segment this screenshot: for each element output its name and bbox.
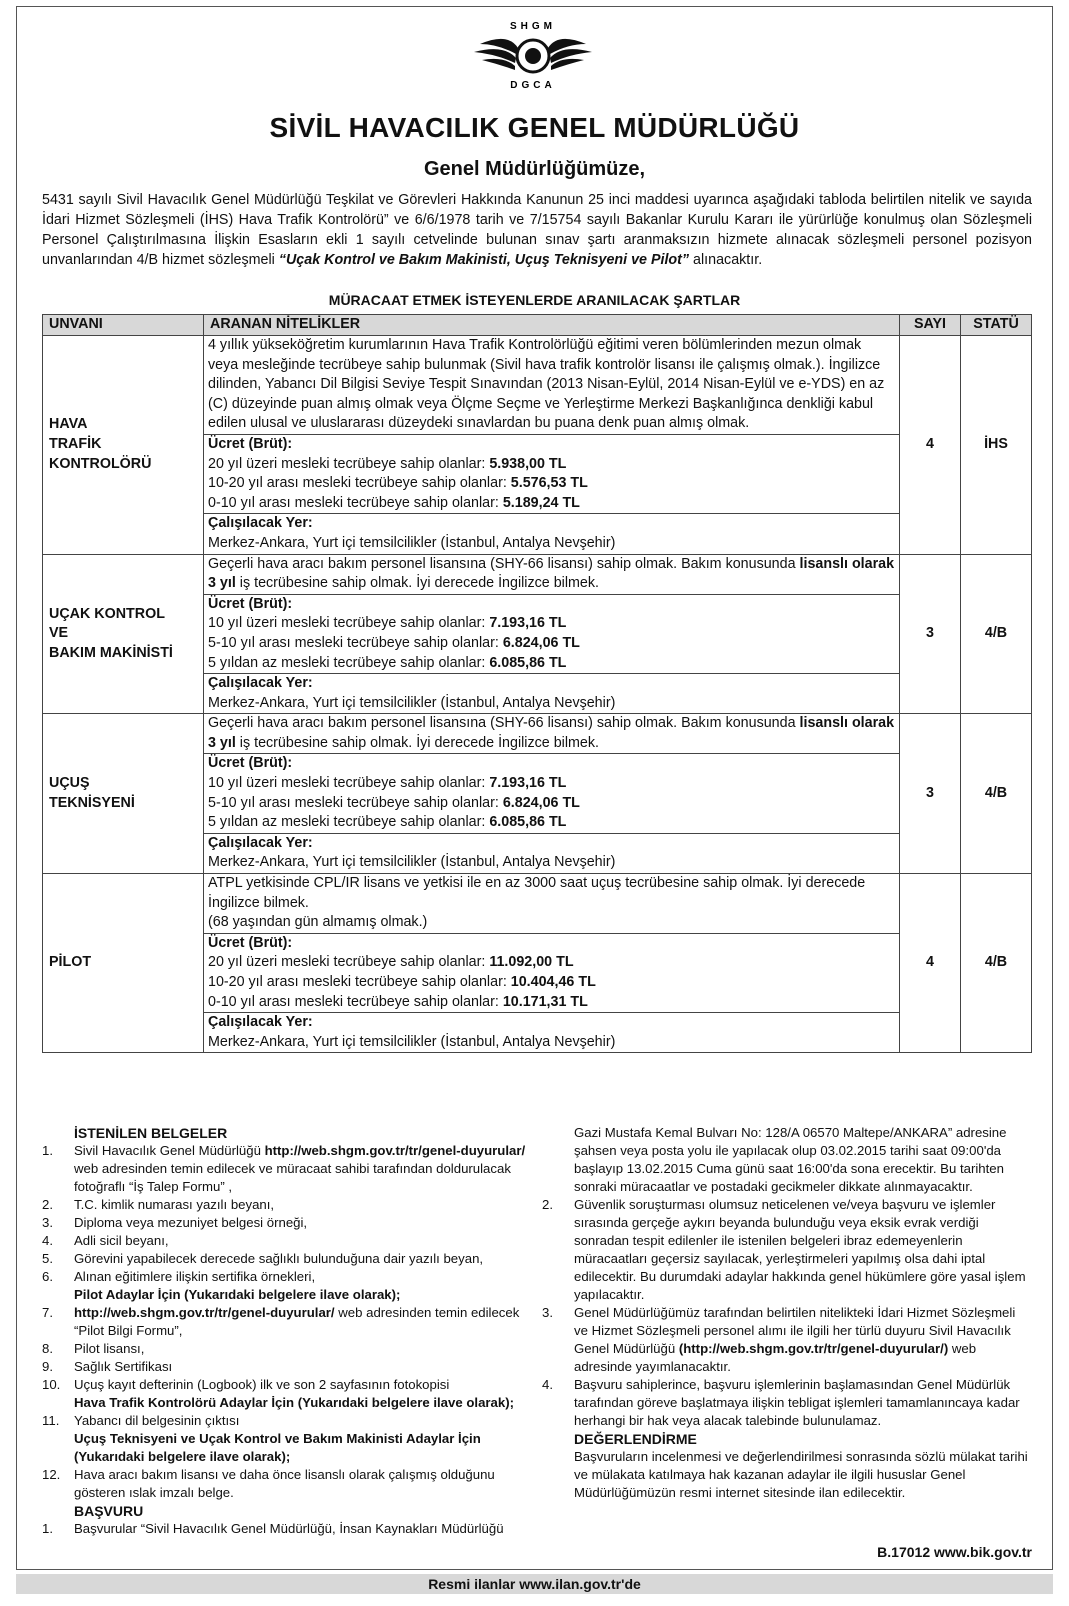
header-position: UNVANI: [43, 315, 204, 336]
location-text: Merkez-Ankara, Yurt içi temsilcilikler (İstanbul, Antalya Nevşehir): [208, 694, 616, 711]
location-label: Çalışılacak Yer:: [208, 834, 313, 851]
documents-title: İSTENİLEN BELGELER: [74, 1125, 228, 1141]
wage-line: 10-20 yıl arası mesleki tecrübeye sahip olanlar: 5.576,53 TL: [208, 475, 588, 492]
list-item: 3. Genel Müdürlüğümüz tarafından belirtilen nitelikteki İdari Hizmet Sözleşmeli ve Hizmet Sözleşmeli personel alımı ile ilgili her türlü duyuru Sivil Havacılık Genel Müdürlüğü (http://web.shgm.gov.tr/tr/genel-duyurular/) web adresinde yayımlanacaktır.: [542, 1305, 1016, 1374]
requirements-title: MÜRACAAT ETMEK İSTEYENLERDE ARANILACAK ŞARTLAR: [328, 292, 741, 308]
position-status: İHS: [961, 336, 1032, 555]
position-count: 3: [900, 554, 961, 714]
qualification-text: ATPL yetkisinde CPL/IR lisans ve yetkisi ile en az 3000 saat uçuş tecrübesine sahip olmak. İyi derecede İngilizce bilmek. (68 yaşından gün almamış olmak.): [208, 875, 866, 931]
position-status: 4/B: [961, 554, 1032, 714]
qualifications-cell: [204, 874, 900, 1053]
qualifications-cell: [204, 336, 900, 555]
position-title: PİLOT: [43, 874, 204, 1053]
list-item: 6. Alınan eğitimlere ilişkin sertifika örnekleri,: [42, 1269, 316, 1284]
list-item: 1. Sivil Havacılık Genel Müdürlüğü http://web.shgm.gov.tr/tr/genel-duyurular/ web adresinden temin edilecek ve müracaat sahibi tarafından doldurulacak fotoğraflı “İş Talep Formu” ,: [42, 1143, 526, 1194]
list-item: 8. Pilot lisansı,: [42, 1341, 145, 1356]
left-column: [42, 1124, 532, 1538]
evaluation-text: Başvuruların incelenmesi ve değerlendirilmesi sonrasında sözlü mülakat tarihi ve mülakata katılmaya hak kazanan adaylar ile ilgili hususlar Genel Müdürlüğümüzün resmi internet sitesinde ilan edilecektir.: [574, 1449, 1028, 1500]
list-item: 10. Uçuş kayıt defterinin (Logbook) ilk ve son 2 sayfasının fotokopisi: [42, 1377, 450, 1392]
position-count: 3: [900, 714, 961, 874]
application-item1-continued: Gazi Mustafa Kemal Bulvarı No: 128/A 06570 Maltepe/ANKARA” adresine şahsen veya posta yolu ile yapılacak olup 03.02.2015 tarihi saat 09:00'da başlayıp 13.02.2015 Cuma günü saat 16:00'da sona erecektir. Bu tarihten sonraki müracaatlar ve postadaki gecikmeler dikkate alınmayacaktır.: [574, 1125, 1007, 1194]
list-item: 5. Görevini yapabilecek derecede sağlıklı bulunduğuna dair yazılı beyan,: [42, 1251, 484, 1266]
wage-label: Ücret (Brüt):: [208, 435, 293, 452]
wage-block: [204, 933, 899, 1012]
wage-label: Ücret (Brüt):: [208, 755, 293, 772]
evaluation-title: DEĞERLENDİRME: [574, 1431, 697, 1447]
intro-suffix: alınacaktır.: [689, 252, 763, 268]
location-label: Çalışılacak Yer:: [208, 515, 313, 532]
location-label: Çalışılacak Yer:: [208, 675, 313, 692]
pilot-heading: Pilot Adaylar İçin (Yukarıdaki belgelere ilave olarak);: [74, 1287, 401, 1302]
position-status: 4/B: [961, 714, 1032, 874]
location-block: [204, 673, 899, 713]
list-item: 12. Hava aracı bakım lisansı ve daha önce lisanslı olarak çalışmış olduğunu gösteren ıslak imzalı belge.: [42, 1467, 495, 1500]
wage-line: 10 yıl üzeri mesleki tecrübeye sahip olanlar: 7.193,16 TL: [208, 775, 567, 792]
wage-block: [204, 594, 899, 673]
wage-line: 5 yıldan az mesleki tecrübeye sahip olanlar: 6.085,86 TL: [208, 814, 567, 831]
intro-positions: “Uçak Kontrol ve Bakım Makinisti, Uçuş Teknisyeni ve Pilot”: [278, 252, 690, 268]
winged-emblem-icon: [468, 14, 598, 94]
list-item: 11. Yabancı dil belgesinin çıktısı: [42, 1413, 240, 1428]
table-row: [43, 714, 1032, 874]
wage-line: 0-10 yıl arası mesleki tecrübeye sahip olanlar: 5.189,24 TL: [208, 494, 580, 511]
wage-label: Ücret (Brüt):: [208, 595, 293, 612]
position-title: UÇAK KONTROL VE BAKIM MAKİNİSTİ: [43, 554, 204, 714]
atc-heading: Hava Trafik Kontrolörü Adaylar İçin (Yukarıdaki belgelere ilave olarak);: [74, 1395, 514, 1410]
list-item: 4. Başvuru sahiplerince, başvuru işlemlerinin başlamasından Genel Müdürlük tarafından göreve başlatmaya ilişkin tebligat işlemleri tamamlanıncaya kadar herhangi bir hak veya alacak talebinde bulunulamaz.: [542, 1377, 1020, 1428]
location-text: Merkez-Ankara, Yurt içi temsilcilikler (İstanbul, Antalya Nevşehir): [208, 854, 616, 871]
qualifications-cell: [204, 554, 900, 714]
location-text: Merkez-Ankara, Yurt içi temsilcilikler (İstanbul, Antalya Nevşehir): [208, 534, 616, 551]
header-count: SAYI: [900, 315, 961, 336]
header-qualifications: ARANAN NİTELİKLER: [204, 315, 900, 336]
wage-line: 20 yıl üzeri mesleki tecrübeye sahip olanlar: 5.938,00 TL: [208, 455, 567, 472]
footer-banner: Resmi ilanlar www.ilan.gov.tr'de: [16, 1574, 1053, 1594]
application-title: BAŞVURU: [74, 1503, 144, 1519]
table-row: [43, 336, 1032, 555]
position-count: 4: [900, 874, 961, 1053]
position-title: UÇUŞ TEKNİSYENİ: [43, 714, 204, 874]
list-item: 7. http://web.shgm.gov.tr/tr/genel-duyurular/ web adresinden temin edilecek “Pilot Bilgi Formu”,: [42, 1305, 520, 1338]
table-header-row: [43, 315, 1032, 336]
qualifications-cell: [204, 714, 900, 874]
list-item: 4. Adli sicil beyanı,: [42, 1233, 169, 1248]
location-text: Merkez-Ankara, Yurt içi temsilcilikler (İstanbul, Antalya Nevşehir): [208, 1033, 616, 1050]
wage-line: 5 yıldan az mesleki tecrübeye sahip olanlar: 6.085,86 TL: [208, 654, 567, 671]
greeting: Genel Müdürlüğümüze,: [423, 158, 646, 180]
list-item: 1. Başvurular “Sivil Havacılık Genel Müdürlüğü, İnsan Kaynakları Müdürlüğü: [42, 1521, 504, 1536]
list-item: 9. Sağlık Sertifikası: [42, 1359, 173, 1374]
header-status: STATÜ: [961, 315, 1032, 336]
link-pilot-form[interactable]: http://web.shgm.gov.tr/tr/genel-duyurular/: [74, 1305, 335, 1320]
wage-line: 0-10 yıl arası mesleki tecrübeye sahip olanlar: 10.171,31 TL: [208, 993, 588, 1010]
location-block: [204, 1012, 899, 1052]
location-block: [204, 833, 899, 873]
qualification-text: 4 yıllık yükseköğretim kurumlarının Hava Trafik Kontrolörlüğü eğitimi veren bölümlerinden mezun olmak veya mesleğinde tecrübeye sahip bulunmak (Sivil hava trafik kontrolör lisansı ile çalışmış olmak.). İngilizce dilinden, Yabancı Dil Bilgisi Seviye Tespit Sınavından (2013 Nisan-Eylül, 2014 Nisan-Eylül ve e-YDS) en az (C) düzeyinde puan almış olmak veya Ölçme Seçme ve Yerleştirme Merkezi Başkanlığınca denkliği kabul edilen ulusal ve uluslararası düzeydeki sınavlardan bu puana denk puan almış olmak.: [208, 337, 885, 432]
tech-heading: Uçuş Teknisyeni ve Uçak Kontrol ve Bakım Makinisti Adaylar İçin (Yukarıdaki belgelere ilave olarak);: [74, 1431, 481, 1464]
organization-title: SİVİL HAVACILIK GENEL MÜDÜRLÜĞÜ: [269, 112, 800, 143]
link-announcements[interactable]: (http://web.shgm.gov.tr/tr/genel-duyurular/): [678, 1341, 949, 1356]
table-row: [43, 874, 1032, 1053]
logo-top-text: SHGM: [510, 21, 556, 32]
wage-line: 10-20 yıl arası mesleki tecrübeye sahip olanlar: 10.404,46 TL: [208, 974, 596, 990]
wage-block: [204, 753, 899, 832]
table-row: [43, 554, 1032, 714]
list-item: 2. T.C. kimlik numarası yazılı beyanı,: [42, 1197, 275, 1212]
requirements-table: [42, 314, 1032, 1053]
wage-line: 5-10 yıl arası mesleki tecrübeye sahip olanlar: 6.824,06 TL: [208, 794, 580, 811]
location-block: [204, 513, 899, 553]
list-item: 3. Diploma veya mezuniyet belgesi örneği,: [42, 1215, 308, 1230]
position-status: 4/B: [961, 874, 1032, 1053]
right-column: [542, 1124, 1032, 1502]
wage-line: 5-10 yıl arası mesleki tecrübeye sahip olanlar: 6.824,06 TL: [208, 634, 580, 651]
reference-code: B.17012 www.bik.gov.tr: [877, 1544, 1032, 1560]
link-general-announcements[interactable]: http://web.shgm.gov.tr/tr/genel-duyurular/: [264, 1143, 526, 1158]
qualification-text: Geçerli hava aracı bakım personel lisansına (SHY-66 lisansı) sahip olmak. Bakım konusunda lisanslı olarak 3 yıl iş tecrübesine sahip olmak. İyi derecede İngilizce bilmek.: [208, 555, 895, 592]
wage-block: [204, 434, 899, 513]
wage-line: 20 yıl üzeri mesleki tecrübeye sahip olanlar: 11.092,00 TL: [208, 954, 574, 971]
intro-text: 5431 sayılı Sivil Havacılık Genel Müdürlüğü Teşkilat ve Görevleri Hakkında Kanunun 25 inci maddesi uyarınca aşağıdaki tabloda belirtilen nitelik ve sayıda İdari Hizmet Sözleşmeli (İHS) Hava Trafik Kontrolörü” ve 6/6/1978 tarih ve 7/15754 sayılı Bakanlar Kurulu Kararı ile yürürlüğe konulmuş olan Sözleşmeli Personel Çalıştırılmasına İlişkin Esasların ekli 1 sayılı cetvelinde bulunan sınav şartı aranmaksızın hizmete alınacak sözleşmeli personel pozisyon unvanlarından 4/B hizmet sözleşmeli: [42, 192, 1032, 268]
intro-paragraph: [42, 190, 1032, 270]
location-label: Çalışılacak Yer:: [208, 1014, 313, 1031]
position-count: 4: [900, 336, 961, 555]
qualification-text: Geçerli hava aracı bakım personel lisansına (SHY-66 lisansı) sahip olmak. Bakım konusunda lisanslı olarak 3 yıl iş tecrübesine sahip olmak. İyi derecede İngilizce bilmek.: [208, 715, 895, 751]
wage-label: Ücret (Brüt):: [208, 934, 293, 951]
position-title: HAVA TRAFİK KONTROLÖRÜ: [43, 336, 204, 555]
list-item: 2. Güvenlik soruşturması olumsuz neticelenen ve/veya başvuru ve işlemler sırasında gerçeğe aykırı beyanda bulunduğu veya eksik evrak verdiği sonradan tespit edilenler ile istenilen belgeleri ibraz edemeyenlerin müracaatları geçersiz sayılacak, yerleştirmeleri yapılmış olsa dahi iptal edilecektir. Bu durumdaki adaylar hakkında genel hükümlere göre yasal işlem yapılacaktır.: [542, 1197, 1026, 1302]
wage-line: 10 yıl üzeri mesleki tecrübeye sahip olanlar: 7.193,16 TL: [208, 615, 567, 632]
logo-bottom-text: DGCA: [510, 80, 556, 91]
